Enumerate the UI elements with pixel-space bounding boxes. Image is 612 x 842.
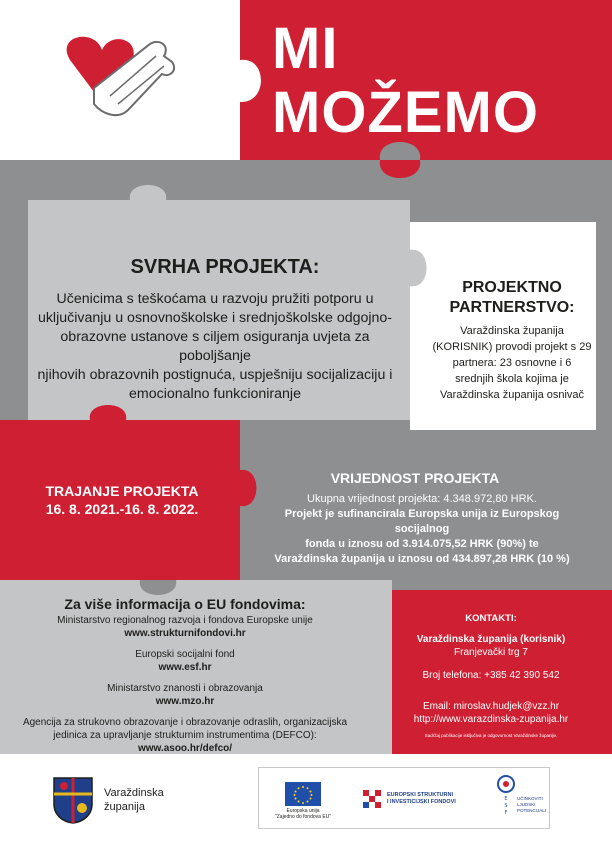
info-agency-line1: Agencija za strukovno obrazovanje i obrazovanje odraslih, organizacijska bbox=[22, 717, 348, 728]
info-heading: Za više informacija o EU fondovima: bbox=[64, 596, 306, 612]
esf-logo-icon bbox=[495, 774, 517, 818]
esi-caption-line1: EUROPSKI STRUKTURNI bbox=[387, 792, 454, 798]
svg-text:F: F bbox=[504, 810, 508, 816]
svrha-line: uključivanju u osnovnoškolske i srednjoškolske odgojno- bbox=[37, 310, 393, 326]
partnerstvo-heading-line1: PROJEKTNO bbox=[462, 279, 562, 296]
partnerstvo-line: Varaždinska županija bbox=[460, 325, 564, 337]
svrha-line: obrazovne ustanove s ciljem osiguranja uvjeta za poboljšanje bbox=[60, 329, 370, 364]
county-name-line1: Varaždinska bbox=[104, 787, 164, 799]
eu-caption-line2: "Zajedno do fondova EU" bbox=[274, 814, 332, 820]
svg-text:S: S bbox=[504, 803, 508, 809]
vrijednost-line: fonda u iznosu od 3.914.075,52 HRK (90%) te bbox=[305, 538, 539, 550]
info-body bbox=[20, 614, 350, 755]
vrijednost-line: Ukupna vrijednost projekta: 4.348.972,80 HRK. bbox=[307, 493, 537, 505]
kontakti-org: Varaždinska županija (korisnik) bbox=[416, 634, 566, 645]
esi-funds-caption bbox=[387, 792, 456, 806]
trajanje-block bbox=[22, 482, 222, 518]
info-link4[interactable]: www.asoo.hr/defco/ bbox=[137, 743, 233, 754]
county-name-line2: županija bbox=[104, 801, 145, 813]
info-link2[interactable]: www.esf.hr bbox=[158, 662, 212, 673]
partnerstvo-body bbox=[428, 323, 596, 403]
info-link1[interactable]: www.strukturnifondovi.hr bbox=[124, 628, 246, 639]
vrijednost-line: Projekt je sufinancirala Europska unija iz Europskog socijalnog bbox=[284, 508, 560, 535]
kontakti-block bbox=[396, 612, 586, 742]
kontakti-address: Franjevački trg 7 bbox=[454, 647, 528, 658]
kontakti-web[interactable]: http://www.varazdinska-zupanija.hr bbox=[413, 714, 569, 725]
vrijednost-heading: VRIJEDNOST PROJEKTA bbox=[330, 470, 500, 486]
partnerstvo-line: partnera: 23 osnovne i 6 bbox=[452, 357, 572, 369]
partnerstvo-heading-line2: PARTNERSTVO: bbox=[449, 299, 575, 316]
vrijednost-line: Varaždinska županija u iznosu od 434.897,28 HRK (10 %) bbox=[274, 553, 570, 565]
esi-funds-logo-icon bbox=[363, 790, 383, 810]
title-line1: MI bbox=[272, 16, 339, 81]
partnerstvo-line: srednjih škola kojima je bbox=[455, 373, 569, 385]
partnerstvo-heading bbox=[428, 278, 596, 318]
eu-flag-icon bbox=[285, 782, 321, 806]
kontakti-disclaimer: Sadržaj publikacije isključiva je odgovornost Varaždinske županije. bbox=[424, 733, 558, 738]
eu-caption bbox=[267, 808, 339, 820]
svg-text:E: E bbox=[504, 796, 508, 802]
county-coat-of-arms-icon bbox=[52, 776, 94, 824]
esf-caption-line2: LJUDSKI bbox=[517, 802, 536, 807]
info-agency-line2: jedinica za upravljanje strukturnim instrumentima (DEFCO): bbox=[53, 730, 317, 741]
svrha-body bbox=[30, 290, 400, 404]
info-ministry2: Ministarstvo znanosti i obrazovanja bbox=[107, 683, 263, 694]
partnerstvo-line: (KORISNIK) provodi projekt s 29 bbox=[432, 341, 592, 353]
info-ministry1: Ministarstvo regionalnog razvoja i fondova Europske unije bbox=[57, 615, 313, 626]
info-link3[interactable]: www.mzo.hr bbox=[155, 696, 215, 707]
kontakti-phone: Broj telefona: +385 42 390 542 bbox=[422, 670, 560, 681]
title-line2: MOŽEMO bbox=[272, 80, 539, 145]
county-name bbox=[104, 786, 164, 814]
svrha-heading: SVRHA PROJEKTA: bbox=[130, 256, 320, 278]
partnerstvo-line: Varaždinska županija osnivač bbox=[439, 389, 585, 401]
eu-caption-line1: Europska unija bbox=[286, 808, 320, 814]
vrijednost-body bbox=[262, 492, 582, 567]
kontakti-heading: KONTAKTI: bbox=[465, 613, 517, 624]
svrha-line: njihovih obrazovnih postignuća, uspješniju socijalizaciju i bbox=[37, 367, 393, 383]
kontakti-email[interactable]: Email: miroslav.hudjek@vzz.hr bbox=[422, 701, 560, 712]
trajanje-heading: TRAJANJE PROJEKTA bbox=[45, 483, 199, 499]
esf-caption-line3: POTENCIJALI bbox=[517, 808, 547, 813]
esi-caption-line2: I INVESTICIJSKI FONDOVI bbox=[387, 799, 456, 805]
svrha-line: emocionalno funkcioniranje bbox=[129, 386, 301, 402]
trajanje-dates: 16. 8. 2021.-16. 8. 2022. bbox=[45, 501, 199, 517]
info-fund: Europski socijalni fond bbox=[135, 649, 235, 660]
svrha-line: Učenicima s teškoćama u razvoju pružiti potporu u bbox=[56, 291, 374, 307]
eu-logos-box bbox=[258, 767, 550, 829]
esf-caption bbox=[517, 796, 546, 814]
esf-caption-line1: UČINKOVITI bbox=[517, 796, 543, 801]
